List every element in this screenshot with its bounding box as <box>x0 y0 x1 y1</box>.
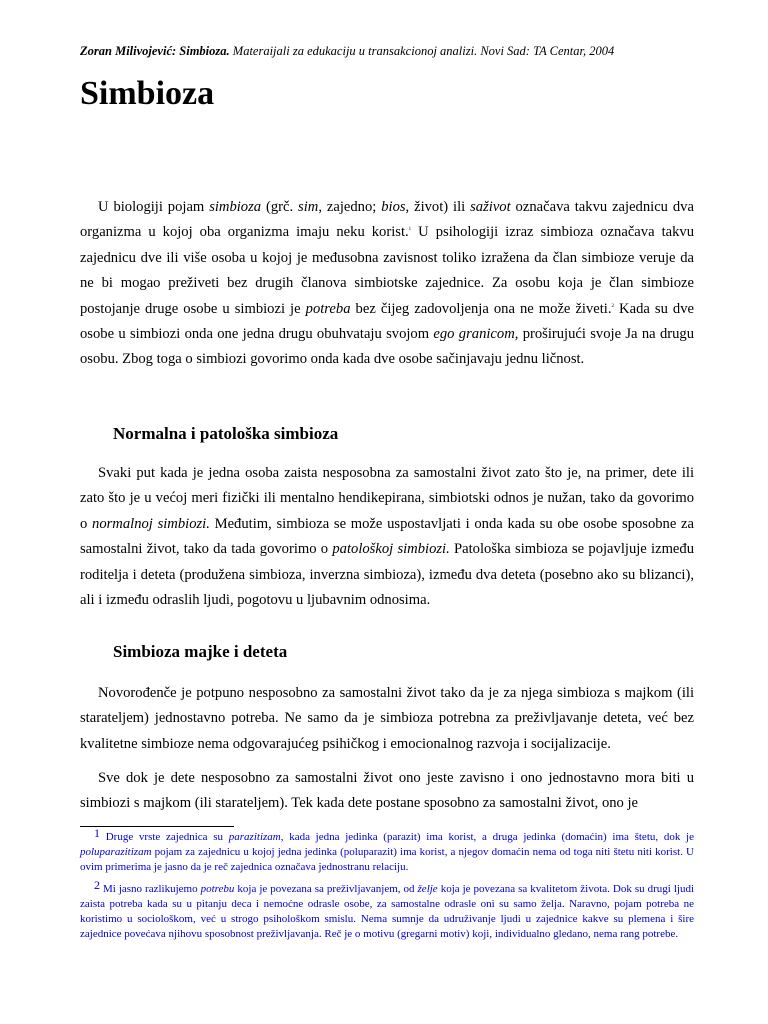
section1-term-pathological: patološkoj simbiozi. <box>332 541 450 558</box>
footnote-1-text-3: pojam za zajednicu u kojoj jedna jedinka (poluparazit) ima korist, a njegov domaćin nema od toga niti štetu niti korist. U ovim primerima je jasno da je reč zajednica označava jednostranu relaciju. <box>80 846 694 873</box>
footnote-1 <box>80 826 694 875</box>
intro-paragraph <box>80 195 694 373</box>
intro-text-5: označava takvu zajednicu dva organizma u kojoj oba organizma imaju neku korist. <box>80 199 694 241</box>
footnote-1-term-1: parazitizam, <box>228 831 284 843</box>
intro-text-4: , život) ili <box>405 199 471 215</box>
section1-paragraph <box>80 461 694 613</box>
footnote-ref-2[interactable]: 2 <box>611 303 615 309</box>
section1-term-normal: normalnoj simbiozi. <box>92 515 210 532</box>
intro-term-sim: sim <box>298 199 319 215</box>
intro-term-potreba: potreba <box>305 300 351 317</box>
intro-text-9: proširujući svoje Ja na drugu osobu. Zbog toga o simbiozi govorimo onda kada dve osobe sačinjavaju jednu ličnost. <box>80 326 694 368</box>
section1-text-2: Međutim, simbioza se može uspostavljati i onda kada su obe osobe sposobne za samostalni život, tako da tada govorimo o <box>80 515 694 558</box>
page-title: Simbioza <box>80 75 215 112</box>
footnote-ref-1[interactable]: 1 <box>408 227 412 233</box>
intro-text-2: (grč. <box>261 199 299 215</box>
footnote-2-term-2: želje <box>417 883 438 895</box>
footnote-1-number: 1 <box>94 826 100 840</box>
section2-paragraph-1: Novorođenče je potpuno nesposobno za samostalni život tako da je za njega simbioza s majkom (ili starateljem) jednostavno potreba. Ne samo da je simbioza potrebna za preživljavanje deteta, već bez kvalitetne simbioze nema odgovarajućeg psihičkog i emocionalnog razvoja i socijalizacije. <box>80 685 694 752</box>
section-heading-mother-child: Simbioza majke i deteta <box>113 642 288 661</box>
intro-term-bios: bios <box>381 199 406 215</box>
intro-term-zivot: saživot <box>470 199 511 215</box>
footnote-1-term-2: poluparazitizam <box>80 846 152 858</box>
section1-text-3: Patološka simbioza se pojavljuje između roditelja i deteta (produžena simbioza, inverzna simbioza), između dva deteta (posebno ako su blizanci), ali i između odraslih ljudi, pogotovu u ljubavnim odnosima. <box>80 541 694 609</box>
footnote-2-term-1: potrebu <box>200 883 235 895</box>
footnote-1-text-2: kada jedna jedinka (parazit) ima korist, a druga jedinka (domaćin) ima štetu, dok je <box>283 831 694 843</box>
footnote-2-number: 2 <box>94 878 100 892</box>
running-header <box>80 42 700 60</box>
footnote-2-text-3: koja je povezana sa kvalitetom života. Dok su drugi ljudi zaista potreba kada su u pitanju deca i nemoćne odrasle osobe, za samostalne odrasle oni su samo želja. Naravno, pojam potreba ne koristimo u sociološkom, već u strogo psihološkom smislu. Nema sumnje da udruživanje ljudi u zajednice kakve su plemena i šire zajednice povećava njihovu sposobnost preživljavanja. Reč je o motivu (gregarni motiv) koji, individualno gledano, nema rang potrebe. <box>80 883 694 940</box>
footnote-2-text-2: koja je povezana sa preživljavanjem, od <box>234 883 418 895</box>
section2-paragraph-2: Sve dok je dete nesposobno za samostalni život ono jeste zavisno i ono jednostavno mora biti u simbiozi s majkom (ili starateljem). Tek kada dete postane sposobno za samostalni život, ono je <box>80 770 694 812</box>
section1-text-1: Svaki put kada je jedna osoba zaista nesposobna za samostalni život zato što je, na primer, dete ili zato što je u većoj meri fizički ili mentalno hendikepirana, simbiotski odnos je nužan, tako da govorimo o <box>80 465 694 532</box>
intro-text-3: , zajedno; <box>318 199 382 215</box>
intro-text-7: bez čijeg zadovoljenja ona ne može živeti. <box>350 300 612 317</box>
intro-text-6: U psihologiji izraz simbioza označava takvu zajednicu dve ili više osoba u kojoj je međusobna zavisnost toliko izražena da član simbioze veruje da ne bi mogao preživeti bez drugih članova simbiotske zajednice. Za osobu koja je član simbioze postojanje druge osobe u simbiozi je <box>80 224 694 317</box>
intro-text-8: Kada su dve osobe u simbiozi onda one jedna drugu obuhvataju svojom <box>80 300 694 343</box>
footnote-separator <box>80 826 234 827</box>
intro-term-simbioza: simbioza <box>209 199 262 215</box>
header-source: Materaijali za edukaciju u transakcionoj analizi. Novi Sad: TA Centar, 2004 <box>229 44 615 58</box>
intro-text-1: U biologiji pojam <box>98 199 210 215</box>
footnote-2-text-1: Mi jasno razlikujemo <box>100 883 201 895</box>
footnote-2 <box>80 878 694 942</box>
intro-term-ego-granica: ego granicom, <box>433 326 519 343</box>
header-author-title: Zoran Milivojević: Simbioza. <box>80 44 230 58</box>
section-heading-normal-pathological: Normalna i patološka simbioza <box>113 424 339 443</box>
footnote-1-text-1: Druge vrste zajednica su <box>100 831 229 843</box>
